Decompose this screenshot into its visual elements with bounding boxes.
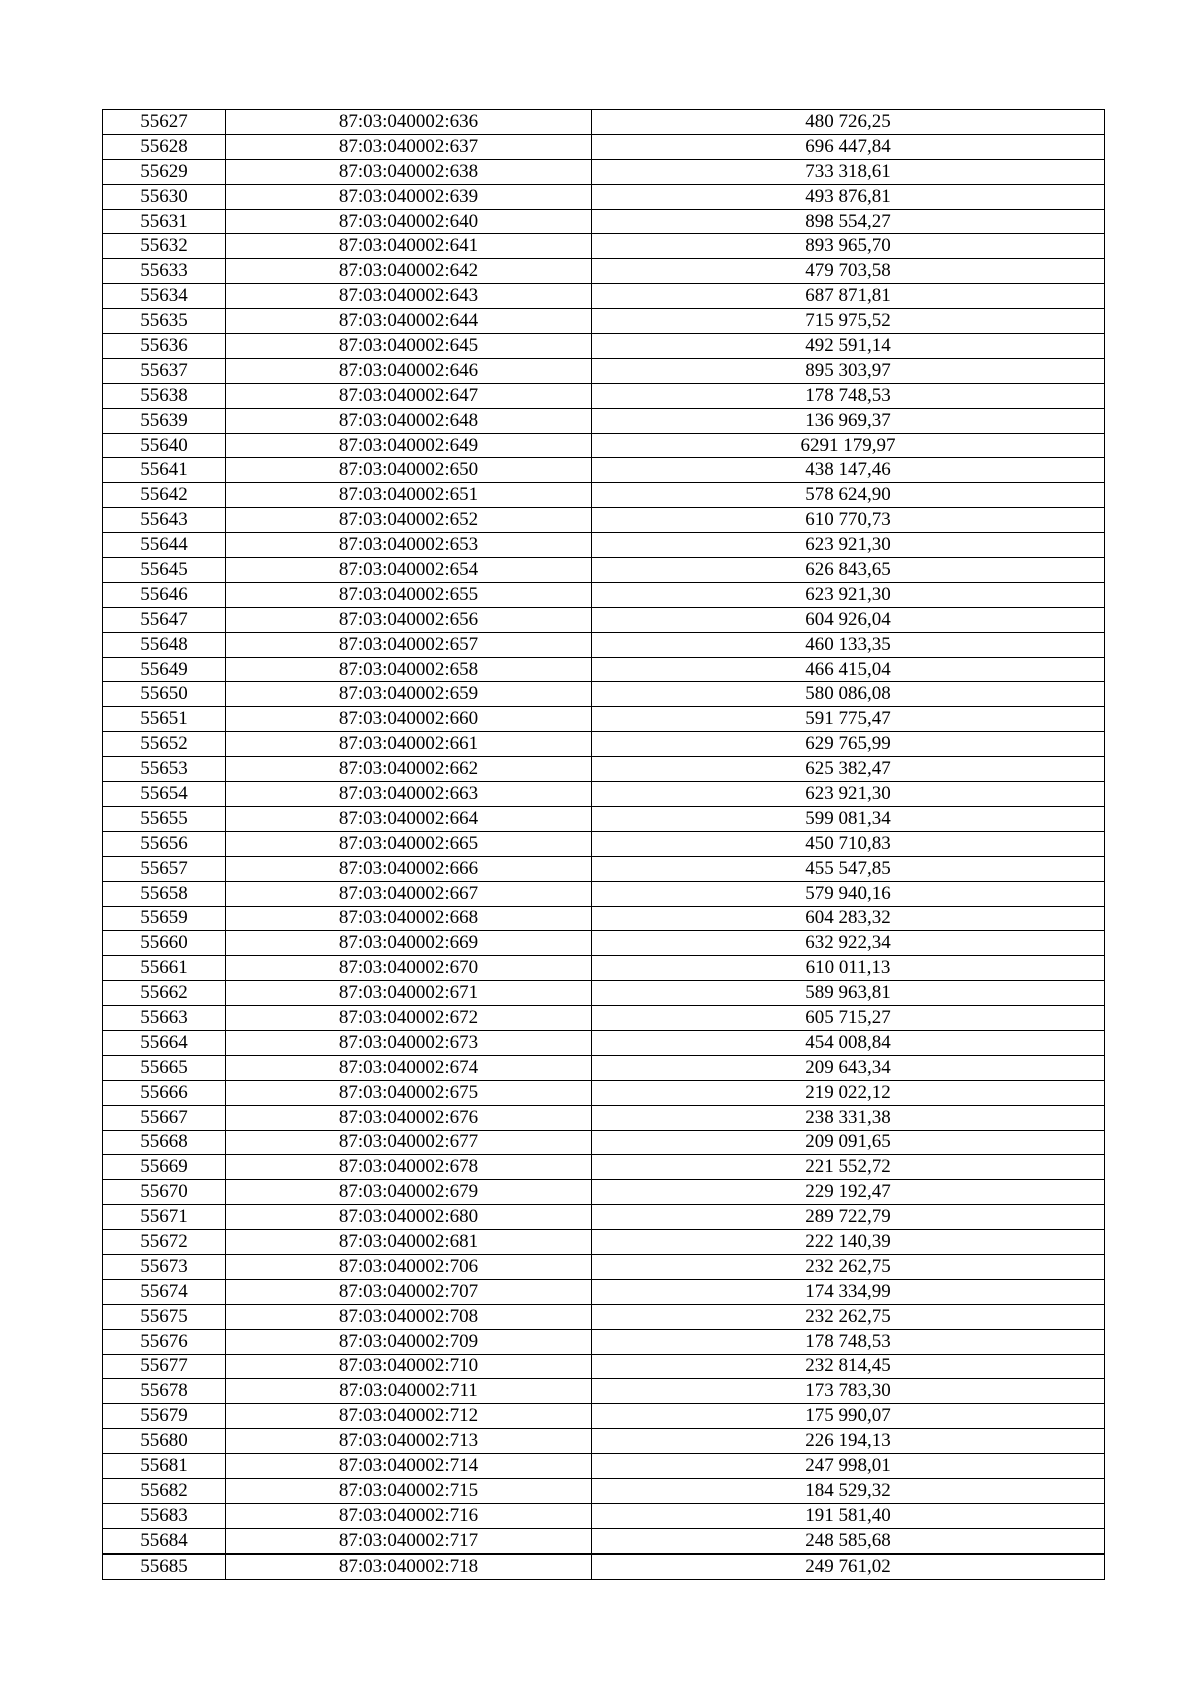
table-row [103,1329,1105,1354]
cadastral-number-cell: 87:03:040002:652 [226,508,592,533]
value-cell: 178 748,53 [592,1329,1105,1354]
table-row [103,1080,1105,1105]
value-cell: 493 876,81 [592,184,1105,209]
cadastral-number-cell: 87:03:040002:716 [226,1503,592,1528]
table-row [103,1006,1105,1031]
value-cell: 178 748,53 [592,383,1105,408]
row-number-cell: 55663 [103,1006,226,1031]
value-cell: 232 262,75 [592,1254,1105,1279]
row-number-cell: 55682 [103,1478,226,1503]
value-cell: 492 591,14 [592,334,1105,359]
cadastral-number-cell: 87:03:040002:709 [226,1329,592,1354]
row-number-cell: 55638 [103,383,226,408]
table-row [103,533,1105,558]
row-number-cell: 55655 [103,806,226,831]
row-number-cell: 55657 [103,856,226,881]
value-cell: 696 447,84 [592,134,1105,159]
table-row [103,782,1105,807]
table-row [103,881,1105,906]
row-number-cell: 55635 [103,309,226,334]
value-cell: 248 585,68 [592,1528,1105,1553]
row-number-cell: 55669 [103,1155,226,1180]
value-cell: 632 922,34 [592,931,1105,956]
row-number-cell: 55678 [103,1379,226,1404]
cadastral-number-cell: 87:03:040002:656 [226,607,592,632]
cadastral-number-cell: 87:03:040002:717 [226,1528,592,1553]
value-cell: 898 554,27 [592,209,1105,234]
row-number-cell: 55629 [103,159,226,184]
row-number-cell: 55651 [103,707,226,732]
value-cell: 6291 179,97 [592,433,1105,458]
table-row [103,1554,1105,1579]
cadastral-number-cell: 87:03:040002:655 [226,582,592,607]
value-cell: 454 008,84 [592,1030,1105,1055]
cadastral-number-cell: 87:03:040002:707 [226,1279,592,1304]
cadastral-number-cell: 87:03:040002:649 [226,433,592,458]
table-row [103,159,1105,184]
row-number-cell: 55672 [103,1230,226,1255]
value-cell: 247 998,01 [592,1454,1105,1479]
cadastral-number-cell: 87:03:040002:711 [226,1379,592,1404]
row-number-cell: 55673 [103,1254,226,1279]
table-row [103,1503,1105,1528]
row-number-cell: 55645 [103,558,226,583]
cadastral-number-cell: 87:03:040002:636 [226,110,592,135]
cadastral-number-cell: 87:03:040002:651 [226,483,592,508]
cadastral-number-cell: 87:03:040002:665 [226,831,592,856]
value-cell: 219 022,12 [592,1080,1105,1105]
row-number-cell: 55679 [103,1404,226,1429]
value-cell: 591 775,47 [592,707,1105,732]
cadastral-number-cell: 87:03:040002:674 [226,1055,592,1080]
cadastral-number-cell: 87:03:040002:671 [226,981,592,1006]
value-cell: 626 843,65 [592,558,1105,583]
cadastral-number-cell: 87:03:040002:668 [226,906,592,931]
row-number-cell: 55643 [103,508,226,533]
value-cell: 232 814,45 [592,1354,1105,1379]
row-number-cell: 55676 [103,1329,226,1354]
table-row [103,582,1105,607]
cadastral-number-cell: 87:03:040002:661 [226,732,592,757]
row-number-cell: 55649 [103,657,226,682]
value-cell: 136 969,37 [592,408,1105,433]
value-cell: 480 726,25 [592,110,1105,135]
value-cell: 579 940,16 [592,881,1105,906]
cadastral-number-cell: 87:03:040002:654 [226,558,592,583]
row-number-cell: 55644 [103,533,226,558]
value-cell: 610 770,73 [592,508,1105,533]
value-cell: 173 783,30 [592,1379,1105,1404]
table-row [103,1279,1105,1304]
table-row [103,1254,1105,1279]
value-cell: 249 761,02 [592,1554,1105,1579]
value-cell: 289 722,79 [592,1205,1105,1230]
value-cell: 605 715,27 [592,1006,1105,1031]
value-cell: 893 965,70 [592,234,1105,259]
cadastral-number-cell: 87:03:040002:708 [226,1304,592,1329]
row-number-cell: 55674 [103,1279,226,1304]
cadastral-number-cell: 87:03:040002:660 [226,707,592,732]
cadastral-number-cell: 87:03:040002:681 [226,1230,592,1255]
table-row [103,184,1105,209]
row-number-cell: 55664 [103,1030,226,1055]
row-number-cell: 55648 [103,632,226,657]
value-cell: 460 133,35 [592,632,1105,657]
value-cell: 238 331,38 [592,1105,1105,1130]
value-cell: 580 086,08 [592,682,1105,707]
cadastral-number-cell: 87:03:040002:637 [226,134,592,159]
table-row [103,558,1105,583]
row-number-cell: 55666 [103,1080,226,1105]
table-row [103,1130,1105,1155]
cadastral-number-cell: 87:03:040002:680 [226,1205,592,1230]
cadastral-value-table [102,109,1105,1580]
value-cell: 895 303,97 [592,358,1105,383]
cadastral-number-cell: 87:03:040002:659 [226,682,592,707]
cadastral-number-cell: 87:03:040002:646 [226,358,592,383]
value-cell: 625 382,47 [592,757,1105,782]
row-number-cell: 55637 [103,358,226,383]
table-row [103,383,1105,408]
cadastral-number-cell: 87:03:040002:658 [226,657,592,682]
cadastral-number-cell: 87:03:040002:669 [226,931,592,956]
cadastral-number-cell: 87:03:040002:714 [226,1454,592,1479]
cadastral-number-cell: 87:03:040002:712 [226,1404,592,1429]
table-row [103,757,1105,782]
table-row [103,334,1105,359]
table-row [103,259,1105,284]
table-row [103,831,1105,856]
cadastral-number-cell: 87:03:040002:713 [226,1429,592,1454]
row-number-cell: 55670 [103,1180,226,1205]
value-cell: 599 081,34 [592,806,1105,831]
row-number-cell: 55654 [103,782,226,807]
row-number-cell: 55668 [103,1130,226,1155]
table-row [103,1354,1105,1379]
row-number-cell: 55632 [103,234,226,259]
value-cell: 623 921,30 [592,582,1105,607]
cadastral-number-cell: 87:03:040002:706 [226,1254,592,1279]
row-number-cell: 55684 [103,1528,226,1553]
table-row [103,1105,1105,1130]
cadastral-number-cell: 87:03:040002:679 [226,1180,592,1205]
cadastral-number-cell: 87:03:040002:640 [226,209,592,234]
value-cell: 209 091,65 [592,1130,1105,1155]
table-row [103,657,1105,682]
table-row [103,607,1105,632]
table-row [103,1454,1105,1479]
row-number-cell: 55661 [103,956,226,981]
value-cell: 604 926,04 [592,607,1105,632]
row-number-cell: 55659 [103,906,226,931]
row-number-cell: 55627 [103,110,226,135]
cadastral-number-cell: 87:03:040002:650 [226,458,592,483]
row-number-cell: 55639 [103,408,226,433]
value-cell: 229 192,47 [592,1180,1105,1205]
cadastral-number-cell: 87:03:040002:644 [226,309,592,334]
cadastral-number-cell: 87:03:040002:715 [226,1478,592,1503]
row-number-cell: 55647 [103,607,226,632]
value-cell: 629 765,99 [592,732,1105,757]
cadastral-number-cell: 87:03:040002:645 [226,334,592,359]
table-body [103,110,1105,1580]
value-cell: 610 011,13 [592,956,1105,981]
table-row [103,458,1105,483]
table-row [103,309,1105,334]
value-cell: 222 140,39 [592,1230,1105,1255]
table-row [103,1478,1105,1503]
table-row [103,209,1105,234]
row-number-cell: 55685 [103,1554,226,1579]
row-number-cell: 55660 [103,931,226,956]
cadastral-number-cell: 87:03:040002:678 [226,1155,592,1180]
cadastral-number-cell: 87:03:040002:718 [226,1554,592,1579]
table-row [103,1429,1105,1454]
value-cell: 184 529,32 [592,1478,1105,1503]
row-number-cell: 55634 [103,284,226,309]
cadastral-number-cell: 87:03:040002:642 [226,259,592,284]
table-row [103,1230,1105,1255]
value-cell: 578 624,90 [592,483,1105,508]
cadastral-number-cell: 87:03:040002:663 [226,782,592,807]
value-cell: 175 990,07 [592,1404,1105,1429]
table-row [103,110,1105,135]
table-row [103,1055,1105,1080]
table-row [103,1180,1105,1205]
cadastral-number-cell: 87:03:040002:670 [226,956,592,981]
table-row [103,1404,1105,1429]
cadastral-number-cell: 87:03:040002:647 [226,383,592,408]
value-cell: 232 262,75 [592,1304,1105,1329]
row-number-cell: 55631 [103,209,226,234]
value-cell: 455 547,85 [592,856,1105,881]
value-cell: 226 194,13 [592,1429,1105,1454]
row-number-cell: 55680 [103,1429,226,1454]
table-row [103,956,1105,981]
row-number-cell: 55642 [103,483,226,508]
value-cell: 623 921,30 [592,782,1105,807]
cadastral-number-cell: 87:03:040002:639 [226,184,592,209]
cadastral-number-cell: 87:03:040002:667 [226,881,592,906]
value-cell: 438 147,46 [592,458,1105,483]
table-row [103,1155,1105,1180]
value-cell: 466 415,04 [592,657,1105,682]
row-number-cell: 55630 [103,184,226,209]
cadastral-number-cell: 87:03:040002:675 [226,1080,592,1105]
cadastral-number-cell: 87:03:040002:648 [226,408,592,433]
cadastral-number-cell: 87:03:040002:638 [226,159,592,184]
row-number-cell: 55675 [103,1304,226,1329]
table-row [103,408,1105,433]
value-cell: 687 871,81 [592,284,1105,309]
cadastral-number-cell: 87:03:040002:672 [226,1006,592,1031]
table-row [103,234,1105,259]
cadastral-number-cell: 87:03:040002:710 [226,1354,592,1379]
row-number-cell: 55653 [103,757,226,782]
table-row [103,134,1105,159]
table-row [103,358,1105,383]
cadastral-number-cell: 87:03:040002:662 [226,757,592,782]
row-number-cell: 55681 [103,1454,226,1479]
value-cell: 604 283,32 [592,906,1105,931]
table-row [103,931,1105,956]
value-cell: 589 963,81 [592,981,1105,1006]
cadastral-number-cell: 87:03:040002:641 [226,234,592,259]
table-row [103,632,1105,657]
table-row [103,856,1105,881]
row-number-cell: 55650 [103,682,226,707]
value-cell: 174 334,99 [592,1279,1105,1304]
row-number-cell: 55671 [103,1205,226,1230]
table-row [103,433,1105,458]
table-row [103,1030,1105,1055]
row-number-cell: 55652 [103,732,226,757]
cadastral-number-cell: 87:03:040002:676 [226,1105,592,1130]
table-row [103,483,1105,508]
table-row [103,707,1105,732]
value-cell: 209 643,34 [592,1055,1105,1080]
row-number-cell: 55641 [103,458,226,483]
value-cell: 221 552,72 [592,1155,1105,1180]
row-number-cell: 55665 [103,1055,226,1080]
row-number-cell: 55628 [103,134,226,159]
table-row [103,906,1105,931]
table-row [103,1304,1105,1329]
table-row [103,732,1105,757]
value-cell: 623 921,30 [592,533,1105,558]
table-row [103,508,1105,533]
table-row [103,981,1105,1006]
row-number-cell: 55636 [103,334,226,359]
row-number-cell: 55677 [103,1354,226,1379]
cadastral-number-cell: 87:03:040002:666 [226,856,592,881]
row-number-cell: 55656 [103,831,226,856]
row-number-cell: 55640 [103,433,226,458]
value-cell: 715 975,52 [592,309,1105,334]
value-cell: 450 710,83 [592,831,1105,856]
table-row [103,1205,1105,1230]
table-row [103,284,1105,309]
cadastral-number-cell: 87:03:040002:643 [226,284,592,309]
table-row [103,1379,1105,1404]
value-cell: 479 703,58 [592,259,1105,284]
cadastral-number-cell: 87:03:040002:664 [226,806,592,831]
cadastral-number-cell: 87:03:040002:657 [226,632,592,657]
row-number-cell: 55667 [103,1105,226,1130]
table-row [103,682,1105,707]
row-number-cell: 55658 [103,881,226,906]
cadastral-number-cell: 87:03:040002:677 [226,1130,592,1155]
value-cell: 733 318,61 [592,159,1105,184]
cadastral-number-cell: 87:03:040002:653 [226,533,592,558]
row-number-cell: 55646 [103,582,226,607]
table-row [103,806,1105,831]
cadastral-number-cell: 87:03:040002:673 [226,1030,592,1055]
table-row [103,1528,1105,1553]
row-number-cell: 55683 [103,1503,226,1528]
row-number-cell: 55633 [103,259,226,284]
value-cell: 191 581,40 [592,1503,1105,1528]
row-number-cell: 55662 [103,981,226,1006]
